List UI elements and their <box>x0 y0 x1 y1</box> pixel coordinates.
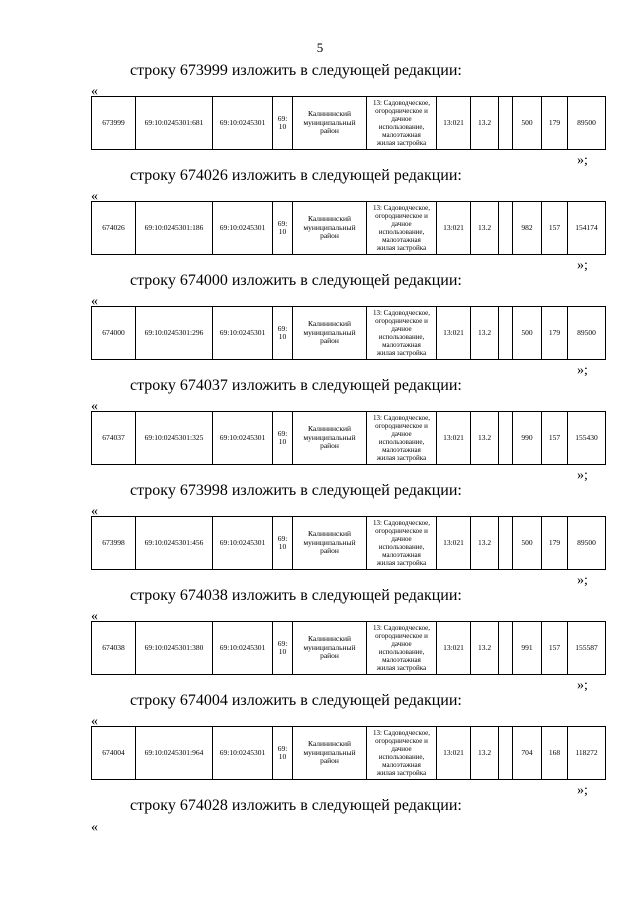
page-number: 5 <box>316 40 324 55</box>
cell-id: 674037 <box>92 412 136 465</box>
cell-blank <box>499 202 513 255</box>
cell-region-code: 69: 10 <box>273 517 293 570</box>
cell-quarter: 69:10:0245301 <box>213 202 273 255</box>
cell-municipality: Калининский муниципальный район <box>293 622 367 675</box>
cell-municipality: Калининский муниципальный район <box>293 727 367 780</box>
cell-cadastral: 69:10:0245301:380 <box>136 622 213 675</box>
section-heading: строку 674028 изложить в следующей редакции: <box>130 797 462 814</box>
table-row <box>92 307 606 360</box>
cell-region-code: 69: 10 <box>273 97 293 150</box>
cell-land-use: 13: Садоводческое, огородническое и дачное использование, малоэтажная жилая застройка <box>367 202 437 255</box>
cell-land-use: 13: Садоводческое, огородническое и дачное использование, малоэтажная жилая застройка <box>367 97 437 150</box>
cell-group: 13.2 <box>471 517 499 570</box>
cell-code: 13:021 <box>437 517 471 570</box>
cell-group: 13.2 <box>471 412 499 465</box>
table-row <box>92 517 606 570</box>
cell-quarter: 69:10:0245301 <box>213 517 273 570</box>
cell-code: 13:021 <box>437 727 471 780</box>
closing-quote: »; <box>577 468 588 483</box>
opening-quote: « <box>91 294 98 309</box>
cell-value: 118272 <box>568 727 606 780</box>
cell-cadastral: 69:10:0245301:296 <box>136 307 213 360</box>
cell-rate: 179 <box>542 307 568 360</box>
closing-quote: »; <box>577 783 588 798</box>
closing-quote: »; <box>577 573 588 588</box>
cell-cadastral: 69:10:0245301:964 <box>136 727 213 780</box>
section-heading: строку 674026 изложить в следующей редакции: <box>130 167 462 184</box>
section-heading: строку 674037 изложить в следующей редакции: <box>130 377 462 394</box>
section-heading: строку 673998 изложить в следующей редакции: <box>130 482 462 499</box>
cell-rate: 157 <box>542 202 568 255</box>
cell-municipality: Калининский муниципальный район <box>293 412 367 465</box>
cell-value: 154174 <box>568 202 606 255</box>
cell-value: 89500 <box>568 517 606 570</box>
cell-municipality: Калининский муниципальный район <box>293 517 367 570</box>
section-heading: строку 674038 изложить в следующей редакции: <box>130 587 462 604</box>
cell-region-code: 69: 10 <box>273 412 293 465</box>
opening-quote: « <box>91 504 98 519</box>
cell-land-use: 13: Садоводческое, огородническое и дачное использование, малоэтажная жилая застройка <box>367 517 437 570</box>
section-heading: строку 674000 изложить в следующей редакции: <box>130 272 462 289</box>
cell-code: 13:021 <box>437 97 471 150</box>
cell-value: 155430 <box>568 412 606 465</box>
opening-quote: « <box>91 609 98 624</box>
closing-quote: »; <box>577 678 588 693</box>
section-heading: строку 674004 изложить в следующей редакции: <box>130 692 462 709</box>
cell-cadastral: 69:10:0245301:186 <box>136 202 213 255</box>
cell-code: 13:021 <box>437 622 471 675</box>
cell-area: 990 <box>513 412 542 465</box>
cell-land-use: 13: Садоводческое, огородническое и дачное использование, малоэтажная жилая застройка <box>367 622 437 675</box>
cell-region-code: 69: 10 <box>273 622 293 675</box>
cell-group: 13.2 <box>471 307 499 360</box>
opening-quote: « <box>91 399 98 414</box>
cell-municipality: Калининский муниципальный район <box>293 202 367 255</box>
cell-blank <box>499 517 513 570</box>
opening-quote: « <box>91 714 98 729</box>
cell-blank <box>499 412 513 465</box>
data-table <box>91 516 606 570</box>
cell-code: 13:021 <box>437 307 471 360</box>
cell-cadastral: 69:10:0245301:456 <box>136 517 213 570</box>
cell-blank <box>499 307 513 360</box>
cell-area: 991 <box>513 622 542 675</box>
cell-area: 500 <box>513 307 542 360</box>
cell-blank <box>499 622 513 675</box>
cell-rate: 179 <box>542 517 568 570</box>
cell-area: 982 <box>513 202 542 255</box>
cell-group: 13.2 <box>471 727 499 780</box>
cell-blank <box>499 97 513 150</box>
data-table <box>91 201 606 255</box>
cell-group: 13.2 <box>471 97 499 150</box>
cell-id: 674000 <box>92 307 136 360</box>
cell-value: 89500 <box>568 97 606 150</box>
cell-cadastral: 69:10:0245301:681 <box>136 97 213 150</box>
cell-quarter: 69:10:0245301 <box>213 97 273 150</box>
cell-area: 704 <box>513 727 542 780</box>
table-row <box>92 97 606 150</box>
data-table <box>91 96 606 150</box>
cell-land-use: 13: Садоводческое, огородническое и дачное использование, малоэтажная жилая застройка <box>367 727 437 780</box>
data-table <box>91 411 606 465</box>
cell-region-code: 69: 10 <box>273 307 293 360</box>
cell-quarter: 69:10:0245301 <box>213 622 273 675</box>
closing-quote: »; <box>577 258 588 273</box>
opening-quote: « <box>91 84 98 99</box>
cell-municipality: Калининский муниципальный район <box>293 97 367 150</box>
cell-blank <box>499 727 513 780</box>
cell-quarter: 69:10:0245301 <box>213 727 273 780</box>
section-heading: строку 673999 изложить в следующей редакции: <box>130 62 462 79</box>
opening-quote: « <box>91 189 98 204</box>
cell-code: 13:021 <box>437 412 471 465</box>
closing-quote: »; <box>577 153 588 168</box>
data-table <box>91 621 606 675</box>
cell-value: 155587 <box>568 622 606 675</box>
cell-cadastral: 69:10:0245301:325 <box>136 412 213 465</box>
cell-region-code: 69: 10 <box>273 202 293 255</box>
data-table <box>91 306 606 360</box>
cell-group: 13.2 <box>471 202 499 255</box>
cell-rate: 157 <box>542 412 568 465</box>
cell-id: 673999 <box>92 97 136 150</box>
table-row <box>92 412 606 465</box>
cell-quarter: 69:10:0245301 <box>213 412 273 465</box>
cell-land-use: 13: Садоводческое, огородническое и дачное использование, малоэтажная жилая застройка <box>367 307 437 360</box>
cell-id: 674038 <box>92 622 136 675</box>
data-table <box>91 726 606 780</box>
table-row <box>92 622 606 675</box>
cell-id: 673998 <box>92 517 136 570</box>
table-row <box>92 202 606 255</box>
cell-quarter: 69:10:0245301 <box>213 307 273 360</box>
cell-value: 89500 <box>568 307 606 360</box>
cell-group: 13.2 <box>471 622 499 675</box>
closing-quote: »; <box>577 363 588 378</box>
cell-area: 500 <box>513 97 542 150</box>
cell-code: 13:021 <box>437 202 471 255</box>
cell-region-code: 69: 10 <box>273 727 293 780</box>
cell-rate: 179 <box>542 97 568 150</box>
table-row <box>92 727 606 780</box>
cell-id: 674004 <box>92 727 136 780</box>
cell-id: 674026 <box>92 202 136 255</box>
cell-municipality: Калининский муниципальный район <box>293 307 367 360</box>
opening-quote: « <box>91 820 98 835</box>
cell-land-use: 13: Садоводческое, огородническое и дачное использование, малоэтажная жилая застройка <box>367 412 437 465</box>
cell-area: 500 <box>513 517 542 570</box>
cell-rate: 168 <box>542 727 568 780</box>
cell-rate: 157 <box>542 622 568 675</box>
